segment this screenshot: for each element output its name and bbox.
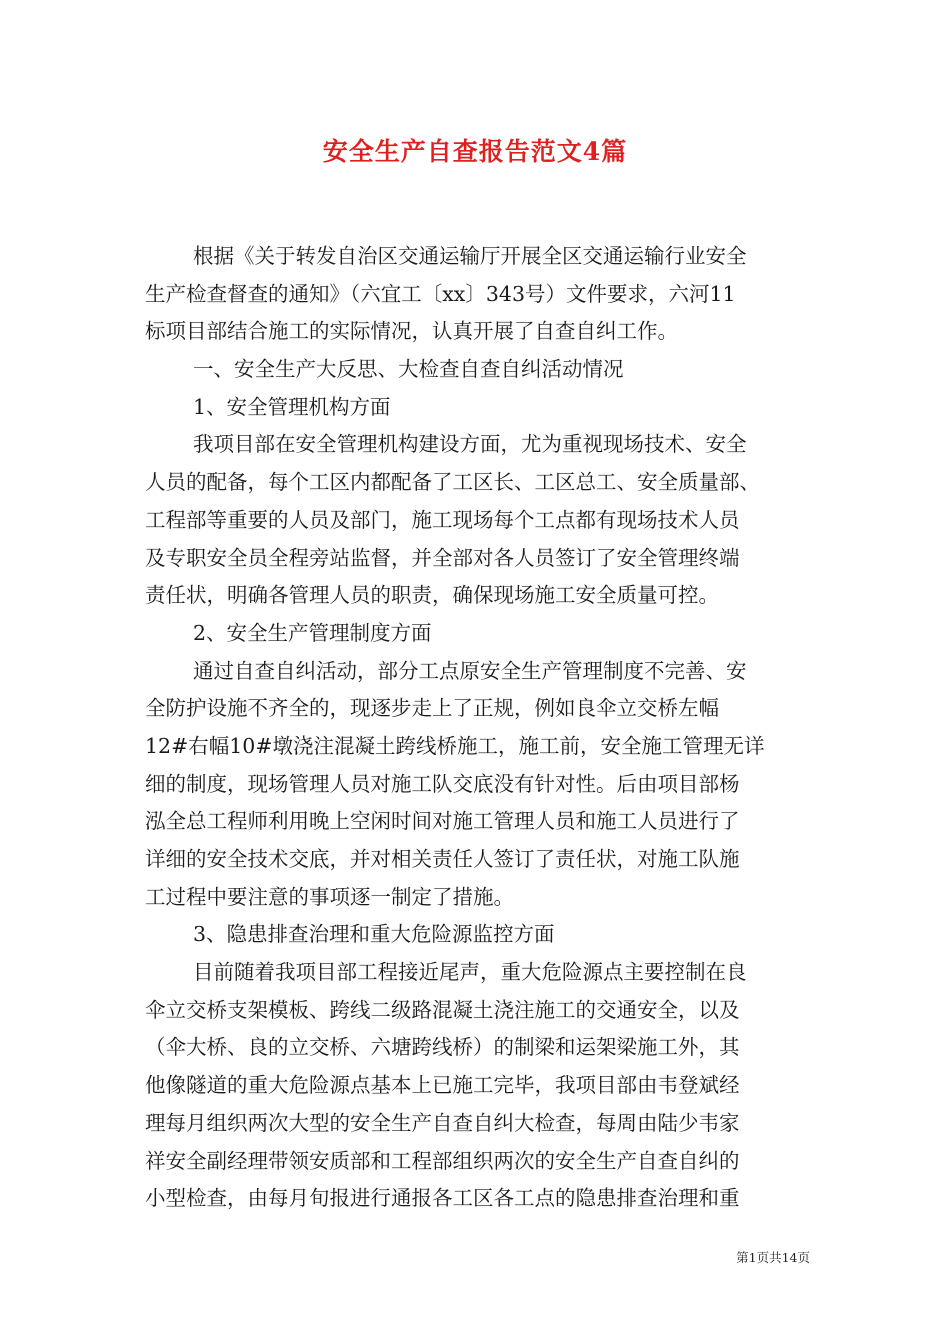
text-line: 12#右幅10#墩浇注混凝土跨线桥施工，施工前，安全施工管理无详 xyxy=(145,733,765,758)
text-line: 及专职安全员全程旁站监督，并全部对各人员签订了安全管理终端 xyxy=(145,545,740,570)
text-line: 一、安全生产大反思、大检查自查自纠活动情况 xyxy=(193,357,624,382)
text-line: 生产检查督查的通知》（六宜工〔xx〕343号）文件要求，六河11 xyxy=(145,281,736,306)
text-line: 2、安全生产管理制度方面 xyxy=(193,620,432,645)
text-line: 详细的安全技术交底，并对相关责任人签订了责任状，对施工队施 xyxy=(145,847,740,871)
text-line: （伞大桥、良的立交桥、六塘跨线桥）的制梁和运架梁施工外，其 xyxy=(145,1035,740,1060)
text-line: 人员的配备，每个工区内都配备了工区长、工区总工、安全质量部、 xyxy=(145,470,760,495)
text-line: 细的制度，现场管理人员对施工队交底没有针对性。后由项目部杨 xyxy=(145,771,740,796)
text-line: 责任状，明确各管理人员的职责，确保现场施工安全质量可控。 xyxy=(145,583,719,608)
text-line: 3、隐患排查治理和重大危险源监控方面 xyxy=(193,922,555,947)
text-line: 伞立交桥支架模板、跨线二级路混凝土浇注施工的交通安全，以及 xyxy=(145,997,740,1022)
text-line: 1、安全管理机构方面 xyxy=(193,394,391,419)
document-title: 安全生产自查报告范文4篇 xyxy=(322,137,628,166)
document-body xyxy=(145,238,815,1218)
text-line: 工程部等重要的人员及部门，施工现场每个工点都有现场技术人员 xyxy=(145,507,740,532)
text-line: 通过自查自纠活动，部分工点原安全生产管理制度不完善、安 xyxy=(193,658,747,683)
text-line: 标项目部结合施工的实际情况，认真开展了自查自纠工作。 xyxy=(145,319,678,344)
text-line: 小型检查，由每月旬报进行通报各工区各工点的隐患排查治理和重 xyxy=(145,1186,740,1211)
text-line: 祥安全副经理带领安质部和工程部组织两次的安全生产自查自纠的 xyxy=(145,1148,740,1173)
text-line: 我项目部在安全管理机构建设方面，尤为重视现场技术、安全 xyxy=(193,432,747,457)
text-line: 泓全总工程师利用晚上空闲时间对施工管理人员和施工人员进行了 xyxy=(145,809,740,834)
text-line: 他像隧道的重大危险源点基本上已施工完毕，我项目部由韦登斌经 xyxy=(145,1073,740,1098)
text-line: 目前随着我项目部工程接近尾声，重大危险源点主要控制在良 xyxy=(193,960,747,985)
text-line: 理每月组织两次大型的安全生产自查自纠大检查，每周由陆少韦家 xyxy=(145,1110,740,1135)
text-line: 工过程中要注意的事项逐一制定了措施。 xyxy=(145,884,514,909)
page-number: 第1页共14页 xyxy=(736,1250,810,1265)
text-line: 全防护设施不齐全的，现逐步走上了正规，例如良伞立交桥左幅 xyxy=(145,696,719,721)
text-line: 根据《关于转发自治区交通运输厅开展全区交通运输行业安全 xyxy=(193,244,747,268)
